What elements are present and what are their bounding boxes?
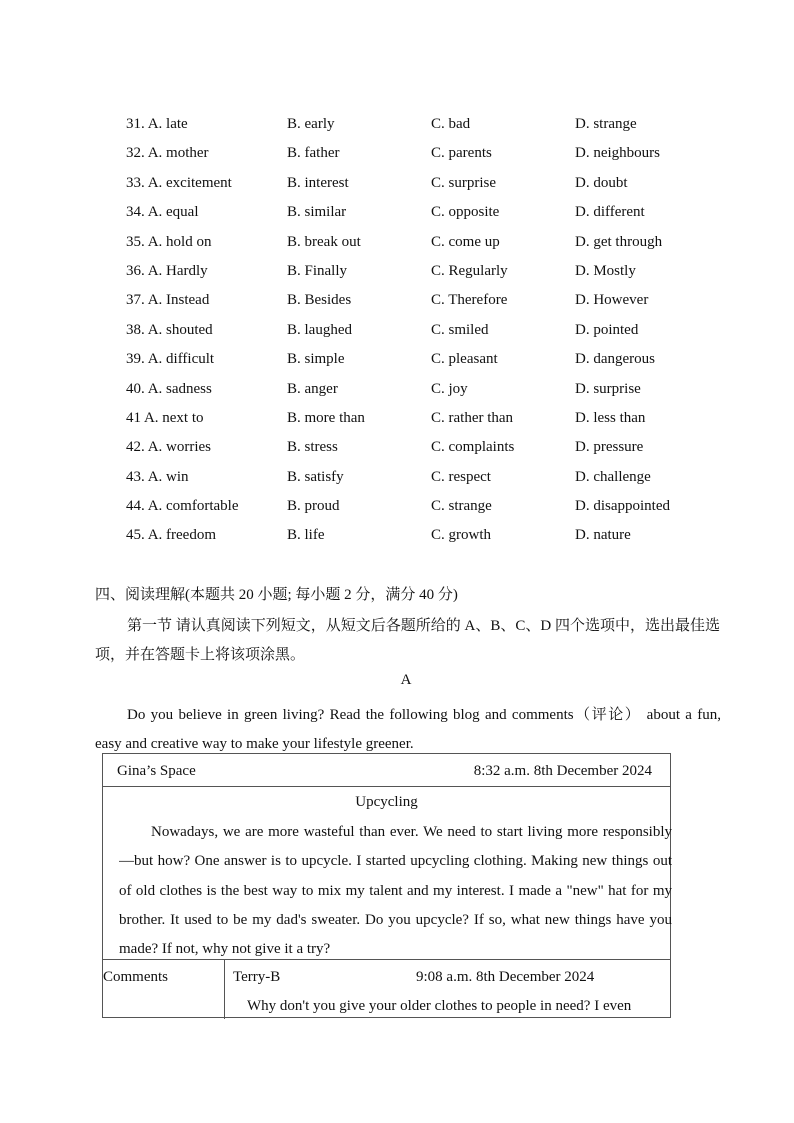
comments-label: Comments [103,969,169,985]
blog-author: Gina’s Space [117,763,196,779]
question-row [126,318,726,347]
option-a: 36. A. Hardly [126,262,208,279]
column-divider [224,959,225,1019]
question-row [126,141,726,170]
option-a: 43. A. win [126,468,189,485]
option-b: B. stress [287,439,338,456]
option-c: C. opposite [431,204,500,221]
option-c: C. joy [431,380,468,397]
comment-author: Terry-B [233,969,281,985]
option-a: 40. A. sadness [126,380,212,397]
question-row [126,494,726,523]
option-b: B. proud [287,498,340,515]
option-b: B. interest [287,174,349,191]
option-a: 33. A. excitement [126,174,232,191]
option-d: D. disappointed [575,498,670,515]
blog-date: 8:32 a.m. 8th December 2024 [473,763,652,779]
option-d: D. strange [575,116,637,132]
question-row [126,230,726,259]
question-row [126,259,726,288]
option-c: C. parents [431,145,492,162]
option-d: D. less than [575,409,646,426]
option-b: B. anger [287,380,338,397]
question-row [126,465,726,494]
option-c: C. rather than [431,409,514,426]
row-divider [103,959,670,960]
option-d: D. dangerous [575,351,655,368]
blog-header [103,754,670,787]
option-a: 35. A. hold on [126,233,212,250]
option-b: B. satisfy [287,468,344,485]
question-row [126,377,726,406]
question-row [126,435,726,464]
option-c: C. respect [431,468,491,485]
option-a: 31. A. late [126,116,188,132]
question-row [126,288,726,317]
option-b: B. break out [287,233,361,250]
passage-intro: Do you believe in green living? Read the following blog and comments（评论） about a fun, easy and creative way to make your lifestyle greener. [95,707,721,752]
option-d: D. pointed [575,321,639,338]
option-a: 37. A. Instead [126,292,210,309]
option-b: B. father [287,145,340,162]
question-row [126,406,726,435]
option-c: C. Regularly [431,262,508,279]
option-d: D. surprise [575,380,641,397]
option-d: D. neighbours [575,145,660,162]
comment-text: Why don't you give your older clothes to people in need? I even [247,998,632,1014]
answer-options-table [126,112,726,553]
option-d: D. Mostly [575,262,636,279]
option-b: B. Finally [287,262,348,279]
option-d: D. doubt [575,174,628,191]
option-c: C. Therefore [431,292,508,309]
option-c: C. bad [431,116,471,132]
option-c: C. strange [431,498,492,515]
question-row [126,200,726,229]
option-a: 42. A. worries [126,439,212,456]
comment-date: 9:08 a.m. 8th December 2024 [416,969,595,985]
option-d: D. pressure [575,439,644,456]
passage-label: A [400,672,412,688]
option-c: C. come up [431,233,500,250]
blog-post-title: Upcycling [355,794,418,810]
option-b: B. laughed [287,321,352,338]
option-b: B. early [287,116,335,132]
option-c: C. complaints [431,439,515,456]
question-row [126,112,726,141]
option-b: B. life [287,527,325,544]
option-a: 32. A. mother [126,145,209,162]
option-c: C. growth [431,527,491,544]
option-d: D. However [575,292,649,309]
option-b: B. similar [287,204,347,221]
option-d: D. different [575,204,645,221]
option-b: B. simple [287,351,345,368]
option-d: D. challenge [575,468,651,485]
option-c: C. smiled [431,321,489,338]
option-a: 39. A. difficult [126,351,215,368]
option-a: 34. A. equal [126,204,199,221]
section-title: 四、阅读理解(本题共 20 小题; 每小题 2 分，满分 40 分) [95,587,458,603]
option-c: C. pleasant [431,351,498,368]
blog-post-body: Nowadays, we are more wasteful than ever. We need to start living more responsibly—but how? One answer is to upcycle. I started upcycling clothing. Making new things out of old clothes is the best way to mix my talent and my interest. I made a "new" hat for my brother. It used to be my dad's sweater. Do you upcycle? If so, what new things have you made? If not, why not give it a try? [119,824,672,958]
option-b: B. more than [287,409,365,426]
question-row [126,171,726,200]
option-a: 45. A. freedom [126,527,216,544]
section-instruction: 第一节 请认真阅读下列短文，从短文后各题所给的 A、B、C、D 四个选项中，选出最佳选项，并在答题卡上将该项涂黑。 [95,618,720,663]
option-a: 38. A. shouted [126,321,213,338]
option-d: D. nature [575,527,631,544]
question-row [126,347,726,376]
option-c: C. surprise [431,174,496,191]
option-d: D. get through [575,233,663,250]
option-a: 41 A. next to [126,409,204,426]
option-b: B. Besides [287,292,352,309]
question-row [126,523,726,552]
option-a: 44. A. comfortable [126,498,239,515]
blog-table [102,753,671,1018]
